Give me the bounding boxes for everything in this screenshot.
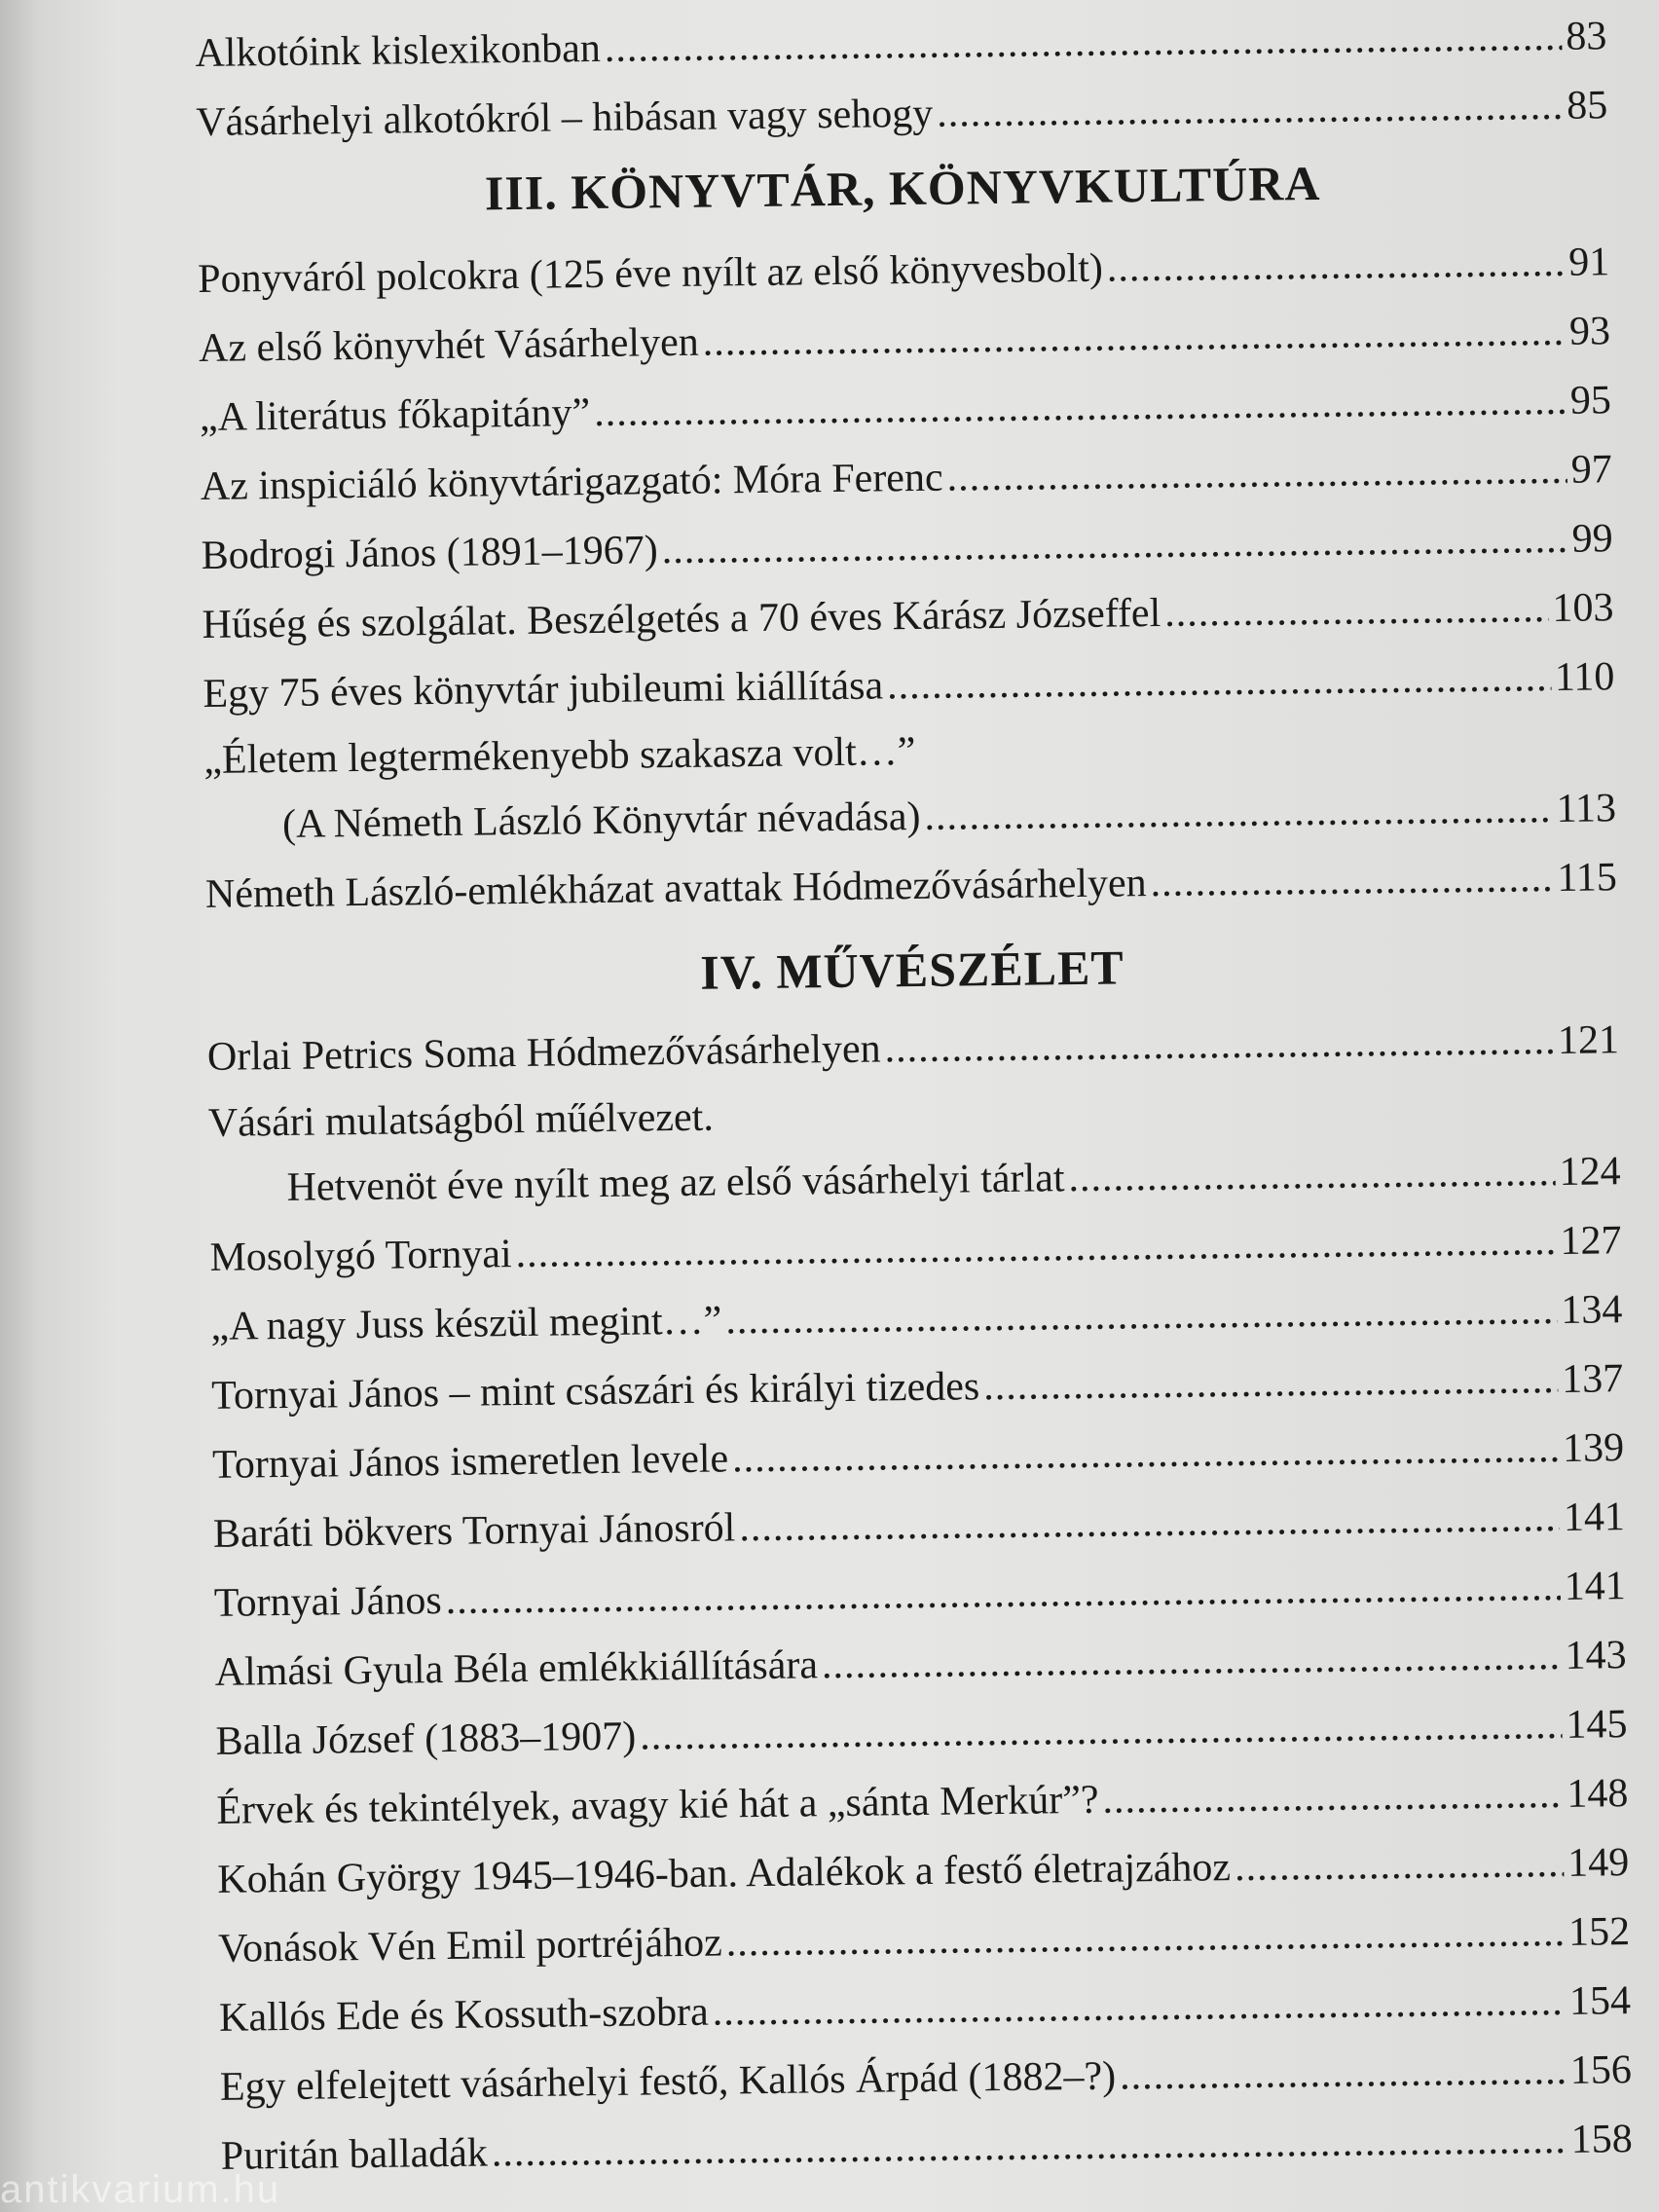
toc-entry-page: 121 — [1557, 1017, 1620, 1063]
toc-entry-title: Puritán balladák — [220, 2130, 489, 2179]
toc-entry-title-line1: „Életem legtermékenyebb szakasza volt…” — [203, 729, 916, 783]
toc-entry-page: 110 — [1554, 654, 1615, 700]
leader-dots — [1150, 844, 1554, 918]
toc-entry-page: 148 — [1567, 1771, 1629, 1817]
toc-entry-title: „A nagy Juss készül megint…” — [210, 1298, 722, 1349]
toc-entry-page: 93 — [1568, 309, 1611, 354]
toc-entry-title: Kallós Ede és Kossuth-szobra — [218, 1989, 710, 2041]
leader-dots — [937, 72, 1564, 149]
toc-entry-page: 134 — [1561, 1287, 1623, 1333]
leader-dots — [491, 2106, 1567, 2188]
toc-entry-title: Ponyváról polcokra (125 éve nyílt az első könyvesbolt) — [197, 245, 1104, 302]
toc-entry-title: Vásárhelyi alkotókról – hibásan vagy sehogy — [196, 91, 934, 145]
toc-entry-page: 141 — [1564, 1564, 1627, 1609]
toc-entry-page: 113 — [1556, 786, 1617, 831]
watermark: antikvarium.hu — [0, 2168, 281, 2211]
toc-entry-title: Tornyai János – mint császári és királyi tizedes — [210, 1364, 980, 1419]
leader-dots — [983, 1346, 1559, 1421]
toc-entry-page: 91 — [1567, 240, 1610, 285]
leader-dots — [1164, 574, 1549, 648]
toc-entry-title: Bodrogi János (1891–1967) — [201, 528, 658, 578]
toc-entry-title-line2: Hetvenöt éve nyílt meg az első vásárhelyi tárlat — [286, 1156, 1065, 1210]
leader-dots — [732, 1415, 1560, 1493]
toc-entry-title: Almási Gyula Béla emlékkiállítására — [214, 1642, 819, 1695]
leader-dots — [725, 1276, 1558, 1355]
toc-entry-title-line2: (A Németh László Könyvtár névadása) — [281, 793, 921, 847]
leader-dots — [1068, 1138, 1556, 1213]
table-of-contents — [195, 2, 1633, 2192]
toc-entry-multiline — [203, 712, 1617, 861]
toc-entry-page: 149 — [1567, 1840, 1630, 1886]
toc-entry-title-line1: Vásári mulatságból műélvezet. — [207, 1094, 715, 1146]
leader-dots — [1120, 2037, 1567, 2112]
leader-dots — [946, 436, 1567, 513]
toc-entry-multiline — [207, 1075, 1621, 1224]
toc-entry-page: 99 — [1571, 516, 1613, 562]
toc-entry-page: 115 — [1557, 855, 1618, 901]
toc-entry-title: Hűség és szolgálat. Beszélgetés a 70 éves Kárász Józseffel — [202, 590, 1161, 647]
toc-entry-title: Balla József (1883–1907) — [215, 1714, 637, 1764]
leader-dots — [604, 3, 1562, 84]
toc-entry-page: 103 — [1552, 585, 1614, 632]
toc-entry-title: Orlai Petrics Soma Hódmezővásárhelyen — [206, 1026, 881, 1080]
leader-dots — [1102, 1760, 1564, 1835]
toc-entry-page: 124 — [1559, 1149, 1621, 1195]
leader-dots — [884, 1007, 1554, 1084]
toc-entry-page: 85 — [1566, 83, 1608, 129]
leader-dots — [712, 1968, 1566, 2047]
toc-entry-page: 141 — [1563, 1494, 1626, 1540]
leader-dots — [725, 1899, 1565, 1978]
toc-entry-page: 145 — [1566, 1702, 1628, 1748]
leader-dots — [822, 1622, 1563, 1700]
toc-entry-page: 156 — [1569, 2047, 1633, 2093]
leader-dots — [702, 298, 1566, 378]
toc-entry-title: Kohán György 1945–1946-ban. Adalékok a festő életrajzához — [217, 1845, 1232, 1902]
toc-entry-title: Baráti bökvers Tornyai Jánosról — [212, 1505, 736, 1557]
toc-entry-title: „A literátus főkapitány” — [199, 390, 591, 440]
toc-entry-title: Egy elfelejtett vásárhelyi festő, Kallós Árpád (1882–?) — [219, 2053, 1117, 2110]
leader-dots — [1106, 229, 1565, 304]
toc-entry-page: 83 — [1566, 14, 1607, 59]
toc-entry-title: Az első könyvhét Vásárhelyen — [198, 319, 699, 371]
toc-entry-title: Érvek és tekintélyek, avagy kié hát a „sánta Merkúr”? — [216, 1777, 1099, 1833]
toc-entry-page: 158 — [1570, 2117, 1633, 2162]
toc-entry-title: Vonások Vén Emil portréjához — [217, 1920, 722, 1972]
toc-entry-page: 143 — [1565, 1633, 1627, 1678]
toc-entry-page: 154 — [1568, 1978, 1632, 2024]
leader-dots — [640, 1691, 1563, 1772]
leader-dots — [739, 1484, 1560, 1563]
toc-entry-page: 139 — [1562, 1425, 1625, 1471]
leader-dots — [594, 367, 1567, 448]
toc-entry-page: 152 — [1567, 1909, 1631, 1955]
leader-dots — [924, 775, 1553, 852]
section-heading-konyvtar: III. KÖNYVTÁR, KÖNYVKULTÚRA — [484, 155, 1321, 221]
toc-entry-page: 95 — [1569, 378, 1612, 424]
leader-dots — [661, 505, 1568, 585]
toc-entry-title: Németh László-emlékházat avattak Hódmezővásárhelyen — [204, 861, 1147, 917]
toc-entry-page: 127 — [1560, 1218, 1622, 1264]
toc-entry-title: Alkotóink kislexikonban — [195, 25, 602, 76]
leader-dots — [887, 644, 1552, 720]
toc-entry-page: 137 — [1561, 1356, 1624, 1402]
toc-entry-title: Egy 75 éves könyvtár jubileumi kiállítása — [203, 663, 884, 717]
toc-entry-title: Tornyai János ismeretlen levele — [211, 1436, 729, 1488]
toc-entry-title: Az inspiciáló könyvtárigazgató: Móra Ferenc — [200, 455, 943, 509]
toc-entry-title: Mosolygó Tornyai — [209, 1232, 512, 1280]
leader-dots — [1235, 1829, 1565, 1902]
leader-dots — [515, 1207, 1557, 1289]
toc-entry-page: 97 — [1570, 447, 1613, 493]
section-heading-muveszelet: IV. MŰVÉSZÉLET — [699, 940, 1125, 1000]
toc-entry-title: Tornyai János — [213, 1578, 442, 1626]
